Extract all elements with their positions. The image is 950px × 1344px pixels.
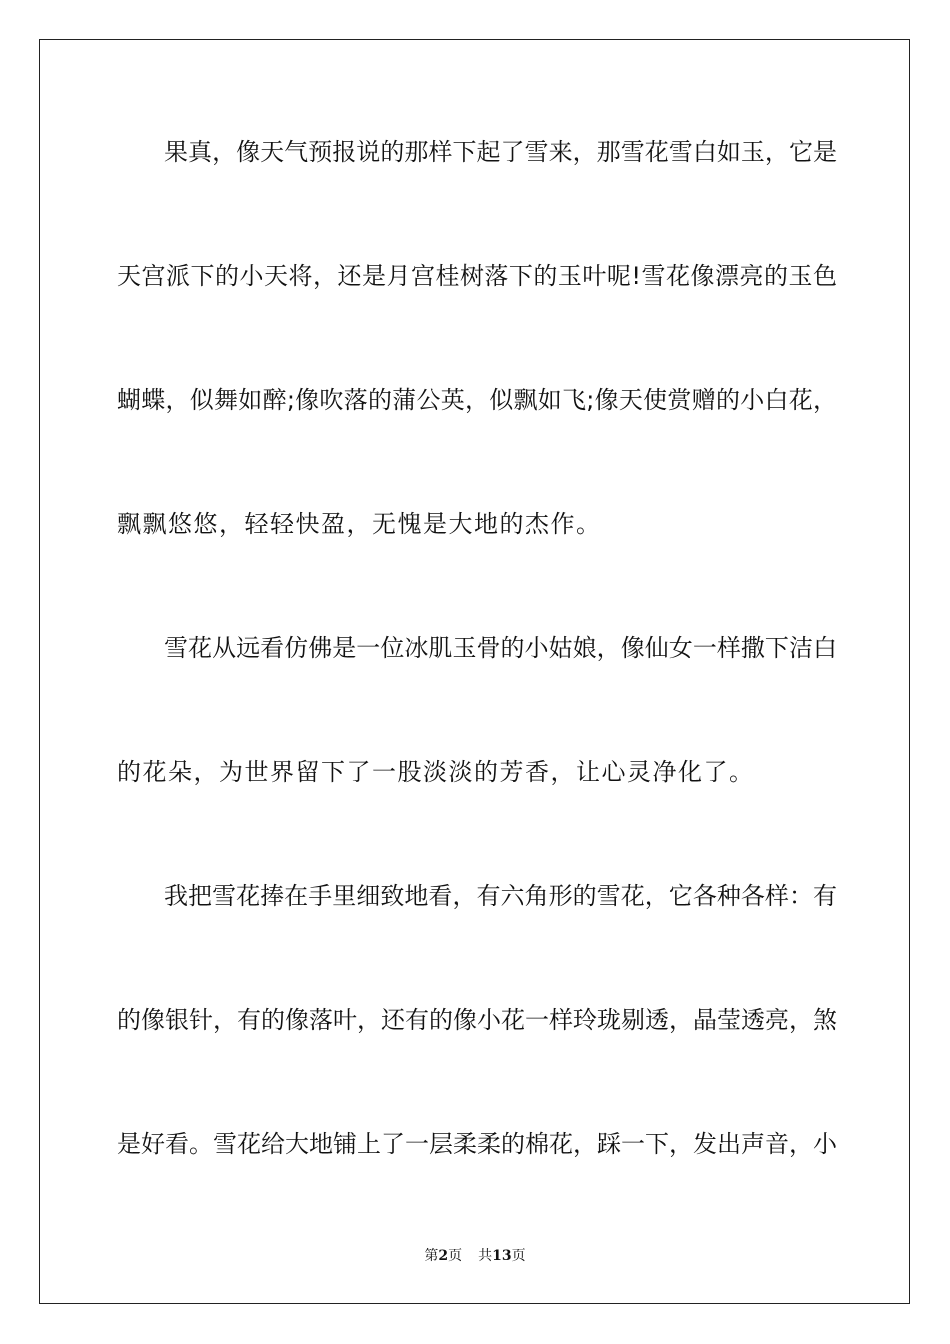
total-suffix: 页: [511, 1248, 526, 1264]
text-line: 的花朵，为世界留下了一股淡淡的芳香，让心灵净化了。: [117, 758, 755, 786]
page-suffix: 页: [448, 1248, 463, 1264]
text-line: 蝴蝶，似舞如醉;像吹落的蒲公英，似飘如飞;像天使赏赠的小白花，: [117, 386, 837, 414]
text-line: 我把雪花捧在手里细致地看，有六角形的雪花，它各种各样：有: [164, 882, 837, 910]
total-prefix: 共: [478, 1248, 493, 1264]
text-line: 是好看。雪花给大地铺上了一层柔柔的棉花，踩一下，发出声音，小: [117, 1130, 837, 1158]
page-border: [39, 39, 910, 1304]
text-line: 的像银针，有的像落叶，还有的像小花一样玲珑剔透，晶莹透亮，煞: [117, 1006, 837, 1034]
page-footer: [0, 1247, 950, 1265]
page-number: 2: [438, 1248, 449, 1264]
text-line: 雪花从远看仿佛是一位冰肌玉骨的小姑娘，像仙女一样撒下洁白: [164, 634, 837, 662]
text-line: 果真，像天气预报说的那样下起了雪来，那雪花雪白如玉，它是: [164, 138, 837, 166]
total-pages: 13: [492, 1248, 512, 1264]
text-line: 飘飘悠悠，轻轻快盈，无愧是大地的杰作。: [117, 510, 602, 538]
text-line: 天宫派下的小天将，还是月宫桂树落下的玉叶呢!雪花像漂亮的玉色: [117, 262, 837, 290]
page-prefix: 第: [424, 1248, 439, 1264]
